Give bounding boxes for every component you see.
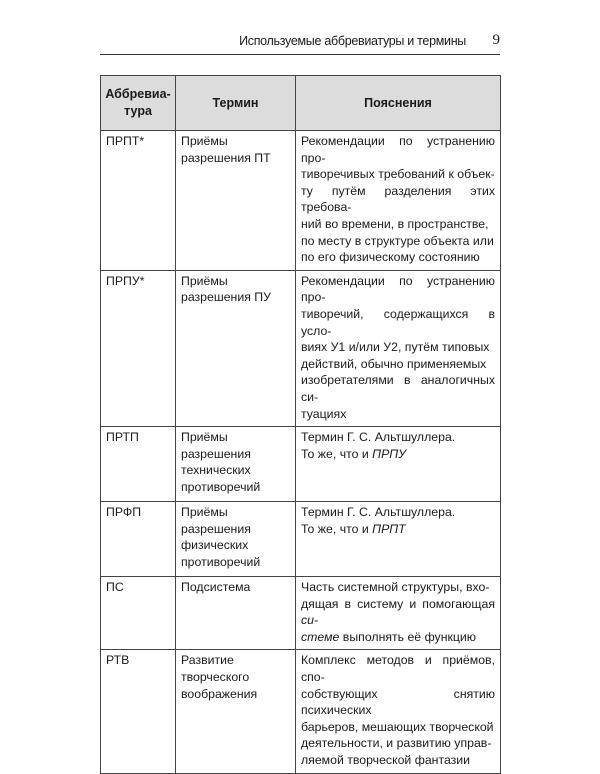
explanation-line: Термин Г. С. Альтшуллера. — [301, 430, 456, 445]
explanation-emphasis: си- — [301, 613, 319, 628]
explanation-cell — [296, 131, 501, 271]
term-cell — [176, 270, 296, 426]
term-line: Развитие — [181, 653, 234, 668]
term-cell — [176, 577, 296, 650]
term-line: разрешения — [181, 521, 251, 536]
explanation-line: туациях — [301, 406, 347, 421]
term-line: технических — [181, 463, 251, 478]
term-line: противоречий — [181, 554, 261, 569]
explanation-line: Термин Г. С. Альтшуллера. — [301, 505, 456, 520]
column-header-abbreviation-line: тура — [124, 104, 152, 118]
table-row — [101, 577, 501, 650]
explanation-prefix: То же, что и — [301, 446, 373, 461]
explanation-line — [301, 446, 495, 463]
explanation-line: ний во времени, в пространстве, — [301, 216, 489, 231]
term-line: творческого — [181, 670, 250, 685]
explanation-line: деятельности, и развитию управ- — [301, 736, 492, 751]
abbreviation-cell: РТВ — [101, 650, 176, 773]
page-number: 9 — [492, 32, 500, 48]
header-rule — [100, 54, 500, 55]
running-header-title: Используемые аббревиатуры и термины — [239, 34, 466, 48]
explanation-line: по его физическому состоянию — [301, 250, 480, 265]
term-cell — [176, 650, 296, 773]
term-line: противоречий — [181, 479, 261, 494]
table-row — [101, 650, 501, 773]
explanation-line: действий, обычно применяемых — [301, 356, 487, 371]
abbreviation-cell: ПРПТ* — [101, 131, 176, 271]
column-header-abbreviation-line: Аббревиа- — [105, 87, 171, 102]
explanation-line: ляемой творческой фантазии — [301, 753, 471, 768]
term-cell — [176, 502, 296, 577]
explanation-emphasis: стеме — [301, 629, 340, 644]
table-row — [101, 427, 501, 502]
table-row — [101, 131, 501, 271]
table-row — [101, 270, 501, 426]
explanation-line: ту путём разделения этих требова- — [301, 183, 495, 215]
abbreviations-table — [100, 75, 501, 774]
column-header-term: Термин — [176, 76, 296, 131]
explanation-line: тиворечий, содержащихся в усло- — [301, 306, 495, 338]
term-line: разрешения ПУ — [181, 290, 271, 305]
explanation-reference: ПРПТ — [372, 521, 406, 536]
abbreviation-cell: ПРФП — [101, 502, 176, 577]
explanation-cell — [296, 270, 501, 426]
explanation-line — [301, 596, 495, 629]
term-cell — [176, 131, 296, 271]
explanation-cell — [296, 577, 501, 650]
abbreviation-cell: ПРПУ* — [101, 270, 176, 426]
explanation-text: выполнять её функцию — [339, 629, 476, 644]
explanation-text: дящая в систему и помогающая — [301, 596, 495, 611]
explanation-line: по месту в структуре объекта или — [301, 233, 494, 248]
explanation-cell — [296, 650, 501, 773]
explanation-line: барьеров, мешающих творческой — [301, 719, 494, 734]
explanation-line: собствующих снятию психических — [301, 686, 495, 718]
explanation-line: Часть системной структуры, вхо- — [301, 580, 490, 595]
term-line: Подсистема — [181, 580, 251, 595]
term-line: воображения — [181, 686, 258, 701]
explanation-line: виях У1 и/или У2, путём типовых — [301, 340, 490, 355]
explanation-line: тиворечивых требований к объек- — [301, 167, 495, 182]
explanation-line: Комплекс методов и приёмов, спо- — [301, 653, 495, 685]
term-line: Приёмы — [181, 273, 228, 288]
explanation-line — [301, 521, 495, 538]
explanation-cell — [296, 502, 501, 577]
column-header-explanation: Пояснения — [296, 76, 501, 131]
explanation-line: изобретателями в аналогичных си- — [301, 373, 495, 404]
explanation-cell — [296, 427, 501, 502]
column-header-abbreviation — [101, 76, 176, 131]
explanation-line: Рекомендации по устранению про- — [301, 134, 495, 165]
term-line: Приёмы — [181, 134, 228, 148]
explanation-line: Рекомендации по устранению про- — [301, 273, 495, 305]
explanation-line — [301, 629, 495, 646]
term-line: разрешения — [181, 446, 251, 461]
explanation-prefix: То же, что и — [301, 521, 373, 536]
term-line: физических — [181, 538, 249, 553]
abbreviation-cell: ПС — [101, 577, 176, 650]
abbreviation-cell: ПРТП — [101, 427, 176, 502]
term-cell — [176, 427, 296, 502]
table-header-row — [101, 76, 501, 131]
term-line: Приёмы — [181, 505, 228, 520]
table-row — [101, 502, 501, 577]
running-header — [100, 32, 500, 56]
explanation-reference: ПРПУ — [372, 446, 407, 461]
term-line: Приёмы — [181, 430, 228, 445]
term-line: разрешения ПТ — [181, 150, 271, 165]
